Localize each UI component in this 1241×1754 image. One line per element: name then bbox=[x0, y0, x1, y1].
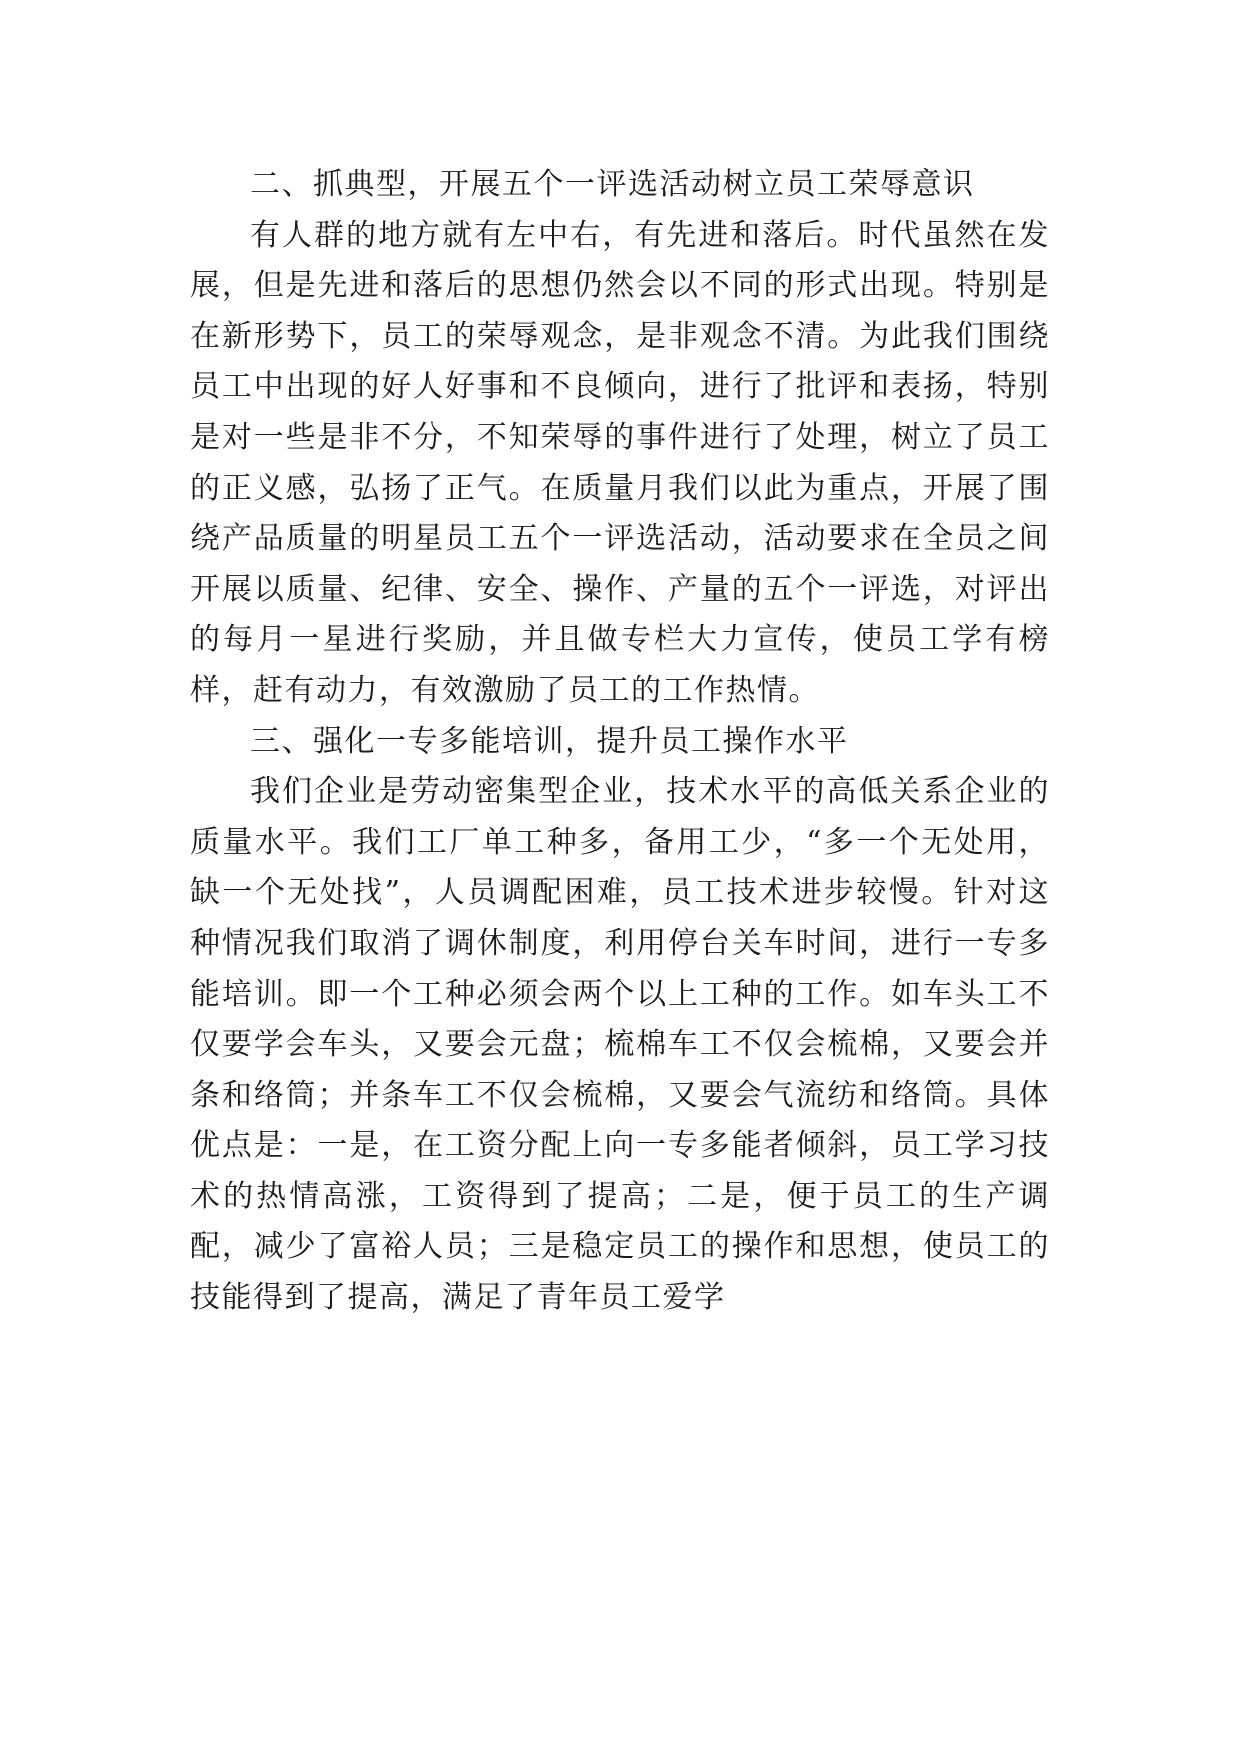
section-heading-3: 三、强化一专多能培训，提升员工操作水平 bbox=[250, 723, 849, 759]
document-body bbox=[190, 160, 1050, 1324]
section-paragraph-2: 有人群的地方就有左中右，有先进和落后。时代虽然在发展，但是先进和落后的思想仍然会以不同的形式出现。特别是在新形势下，员工的荣辱观念，是非观念不清。为此我们围绕员工中出现的好人好事和不良倾向，进行了批评和表扬，特别是对一些是非不分，不知荣辱的事件进行了处理，树立了员工的正义感，弘扬了正气。在质量月我们以此为重点，开展了围绕产品质量的明星员工五个一评选活动，活动要求在全员之间开展以质量、纪律、安全、操作、产量的五个一评选，对评出的每月一星进行奖励，并且做专栏大力宣传，使员工学有榜样，赶有动力，有效激励了员工的工作热情。 bbox=[190, 217, 1050, 708]
section-paragraph-3: 我们企业是劳动密集型企业，技术水平的高低关系企业的质量水平。我们工厂单工种多，备用工少，“多一个无处用，缺一个无处找”，人员调配困难，员工技术进步较慢。针对这种情况我们取消了调休制度，利用停台关车时间，进行一专多能培训。即一个工种必须会两个以上工种的工作。如车头工不仅要学会车头，又要会元盘；梳棉车工不仅会梳棉，又要会并条和络筒；并条车工不仅会梳棉，又要会气流纺和络筒。具体优点是：一是，在工资分配上向一专多能者倾斜，员工学习技术的热情高涨，工资得到了提高；二是，便于员工的生产调配，减少了富裕人员；三是稳定员工的操作和思想，使员工的技能得到了提高，满足了青年员工爱学 bbox=[190, 774, 1050, 1316]
section-heading-2: 二、抓典型，开展五个一评选活动树立员工荣辱意识 bbox=[250, 167, 975, 202]
